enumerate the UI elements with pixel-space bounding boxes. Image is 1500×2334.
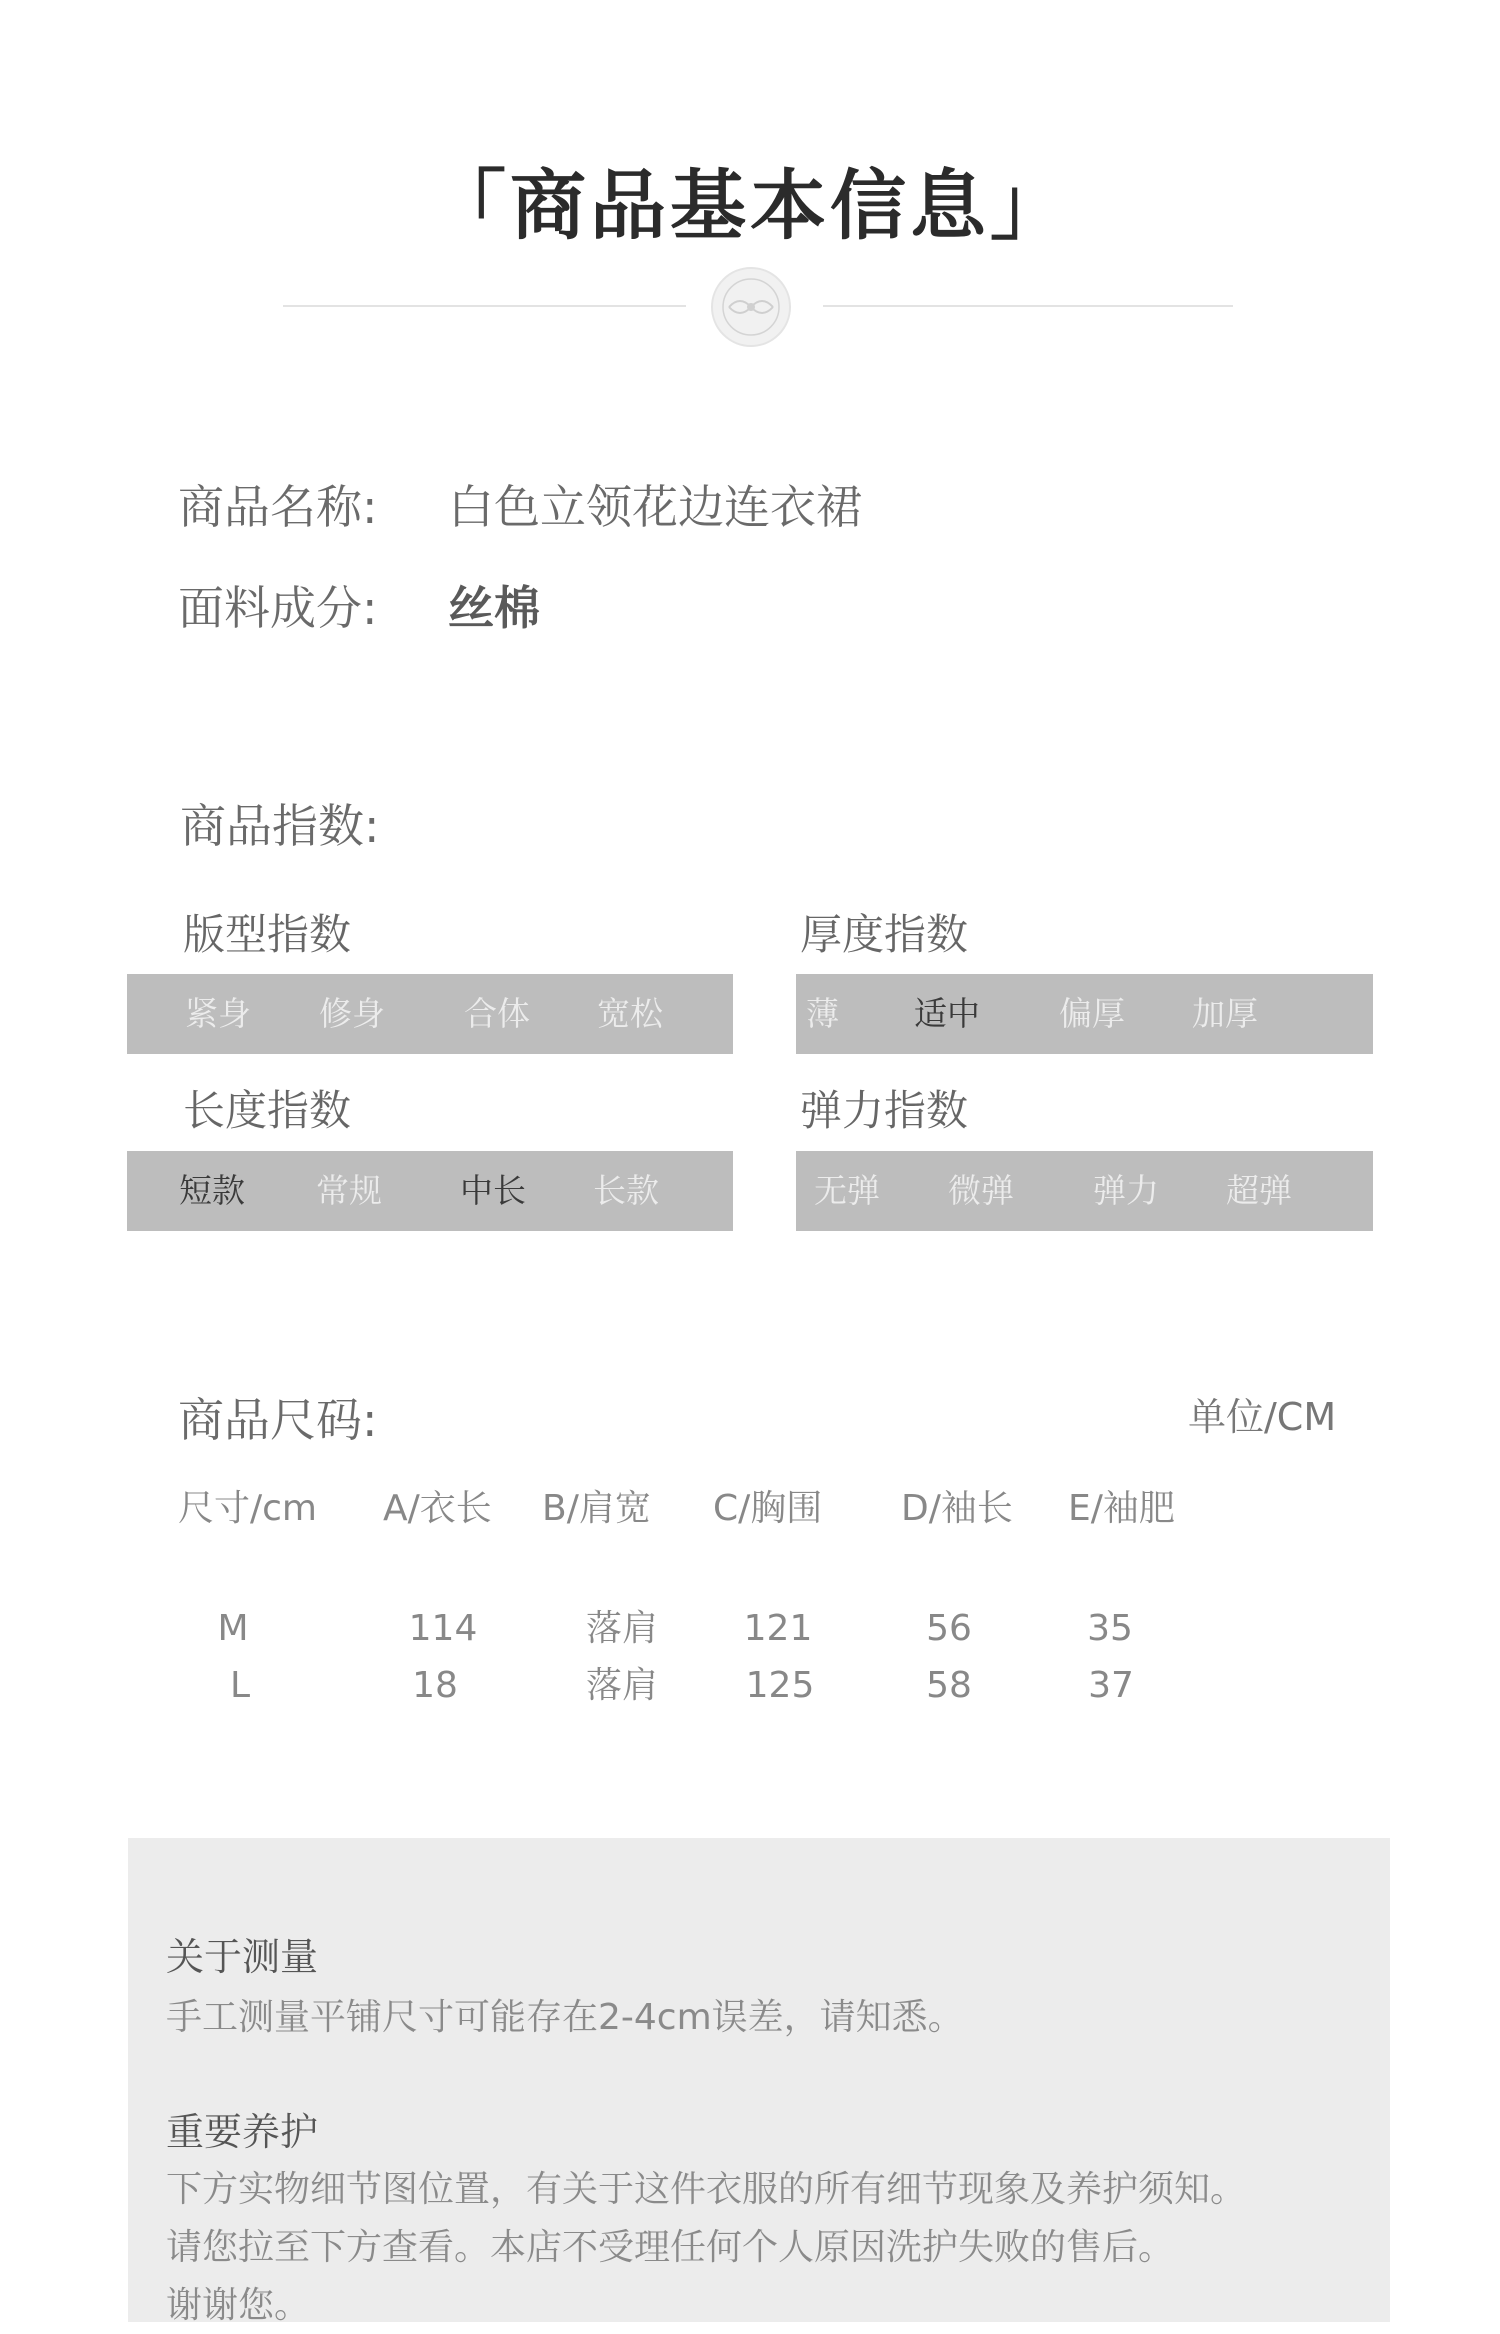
fit-option-slim: 修身 xyxy=(319,994,385,1033)
thickness-index-bar xyxy=(796,974,1373,1054)
care-note-line: 下方实物细节图位置，有关于这件衣服的所有细节现象及养护须知。 xyxy=(166,2169,1247,2210)
thickness-option-extra-thick: 加厚 xyxy=(1192,994,1258,1033)
table-cell: 37 xyxy=(1088,1665,1134,1706)
table-cell: 18 xyxy=(412,1665,458,1706)
index-section-title: 商品指数: xyxy=(180,799,380,853)
product-name-value: 白色立领花边连衣裙 xyxy=(448,480,862,534)
title-divider-right xyxy=(823,305,1233,307)
fabric-label: 面料成分: xyxy=(178,581,378,635)
measure-note-title: 关于测量 xyxy=(166,1935,319,1979)
table-cell: 121 xyxy=(743,1608,813,1649)
elasticity-option-super: 超弹 xyxy=(1226,1171,1292,1210)
table-cell: 落肩 xyxy=(585,1608,658,1649)
length-option-short: 短款 xyxy=(179,1171,245,1210)
fabric-value: 丝棉 xyxy=(448,581,540,635)
size-header-shoulder: B/肩宽 xyxy=(542,1488,651,1529)
fit-index-bar xyxy=(127,974,733,1054)
length-option-midi: 中长 xyxy=(460,1171,526,1210)
fit-option-regular: 合体 xyxy=(464,994,530,1033)
length-option-long: 长款 xyxy=(593,1171,659,1210)
table-cell: 落肩 xyxy=(585,1665,658,1706)
measure-note-text: 手工测量平铺尺寸可能存在2-4cm误差，请知悉。 xyxy=(166,1997,964,2038)
size-header-chest: C/胸围 xyxy=(713,1488,823,1529)
table-cell: 56 xyxy=(926,1608,972,1649)
fit-option-loose: 宽松 xyxy=(597,994,663,1033)
elasticity-option-none: 无弹 xyxy=(814,1171,880,1210)
fit-index-title: 版型指数 xyxy=(183,910,352,959)
size-unit: 单位/CM xyxy=(1188,1395,1337,1439)
elasticity-option-slight: 微弹 xyxy=(948,1171,1014,1210)
table-cell: 35 xyxy=(1087,1608,1133,1649)
table-cell: M xyxy=(217,1608,249,1649)
care-note-line: 谢谢您。 xyxy=(166,2285,311,2326)
size-header-length: A/衣长 xyxy=(383,1488,492,1529)
size-section-title: 商品尺码: xyxy=(178,1393,378,1447)
title-divider-left xyxy=(283,305,686,307)
notes-panel xyxy=(128,1838,1390,2326)
table-cell: L xyxy=(229,1665,251,1706)
table-cell: 114 xyxy=(408,1608,478,1649)
elasticity-index-title: 弹力指数 xyxy=(800,1086,969,1135)
page-title: 「商品基本信息」 xyxy=(430,161,1070,250)
thickness-option-medium: 适中 xyxy=(914,994,980,1033)
thickness-option-thick: 偏厚 xyxy=(1059,994,1125,1033)
elasticity-option-stretch: 弹力 xyxy=(1093,1171,1159,1210)
elasticity-index-bar xyxy=(796,1151,1373,1231)
length-option-standard: 常规 xyxy=(316,1171,382,1210)
length-index-bar xyxy=(127,1151,733,1231)
care-note-line: 请您拉至下方查看。本店不受理任何个人原因洗护失败的售后。 xyxy=(166,2227,1175,2268)
length-index-title: 长度指数 xyxy=(183,1086,352,1135)
table-cell: 58 xyxy=(926,1665,972,1706)
thickness-option-thin: 薄 xyxy=(806,994,839,1033)
table-cell: 125 xyxy=(745,1665,815,1706)
ornament-emblem-icon xyxy=(711,267,791,347)
fit-option-tight: 紧身 xyxy=(185,994,251,1033)
product-name-label: 商品名称: xyxy=(178,480,378,534)
thickness-index-title: 厚度指数 xyxy=(800,910,969,959)
size-header-size: 尺寸/cm xyxy=(178,1488,317,1529)
care-note-title: 重要养护 xyxy=(166,2110,319,2154)
size-header-sleeve-length: D/袖长 xyxy=(901,1488,1013,1529)
size-header-sleeve-width: E/袖肥 xyxy=(1068,1488,1175,1529)
